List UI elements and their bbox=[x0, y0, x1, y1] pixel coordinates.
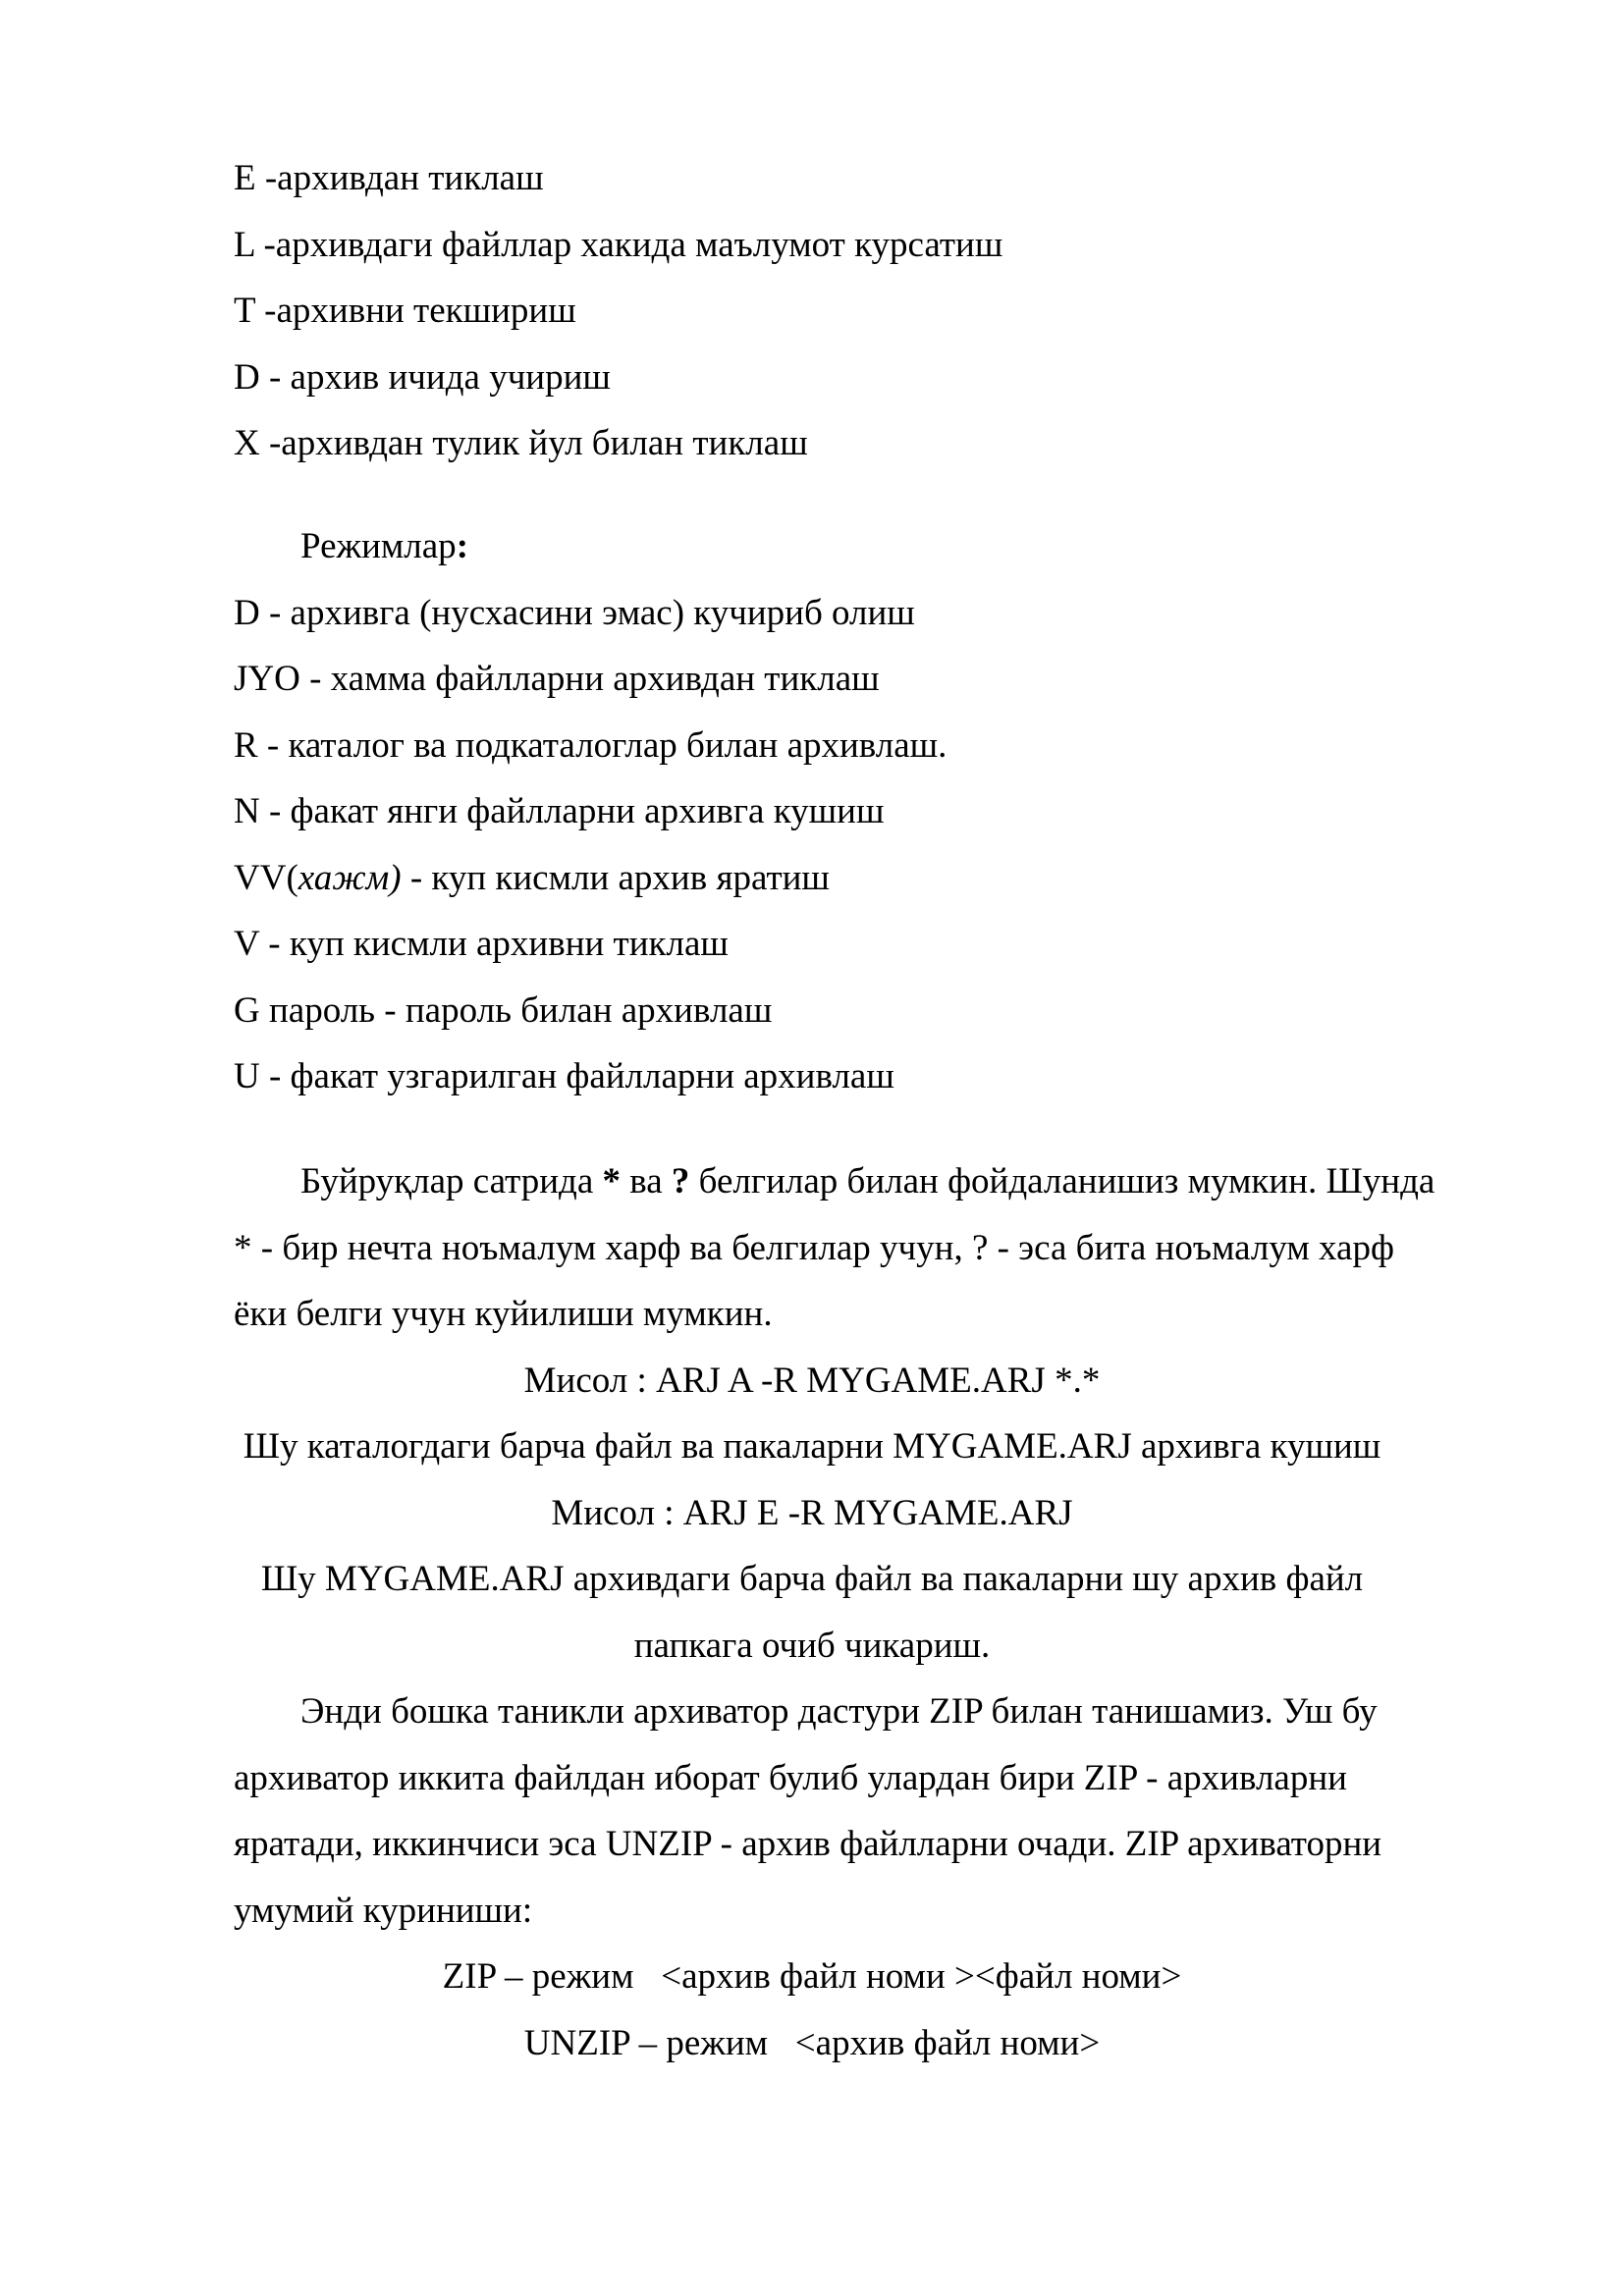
zip-syntax: ZIP – режим <архив файл номи ><файл номи> bbox=[442, 1956, 1182, 1997]
zip-paragraph-line-3: яратади, иккинчиси эса UNZIP - архив файлларни очади. ZIP архиваторни bbox=[234, 1824, 1382, 1864]
wildcards-text-c: белгилар билан фойдаланишиз мумкин. Шунда bbox=[689, 1161, 1435, 1201]
wildcards-text-b: ва bbox=[621, 1161, 672, 1201]
mode-r: R - каталог ва подкаталоглар билан архивлаш. bbox=[234, 725, 947, 766]
zip-paragraph-line-2: архиватор иккита файлдан иборат булиб улардан бири ZIP - архивларни bbox=[234, 1758, 1347, 1798]
command-l: L -архивдаги файллар хакида маълумот курсатиш bbox=[234, 225, 1003, 265]
wildcards-line-2: * - бир нечта ноъмалум харф ва белгилар учун, ? - эса бита ноъмалум харф bbox=[234, 1228, 1394, 1268]
example-1-description: Шу каталогдаги барча файл ва пакаларни MYGAME.ARJ архивга кушиш bbox=[243, 1426, 1381, 1467]
mode-vv bbox=[234, 857, 830, 900]
wildcards-line-1 bbox=[300, 1160, 1435, 1203]
mode-vv-italic: хажм) bbox=[298, 858, 402, 898]
mode-v: V - куп кисмли архивни тиклаш bbox=[234, 924, 729, 964]
modes-heading-text: Режимлар bbox=[300, 526, 457, 566]
example-2: Мисол : ARJ E -R MYGAME.ARJ bbox=[551, 1493, 1073, 1533]
mode-d: D - архивга (нусхасини эмас) кучириб олиш bbox=[234, 593, 915, 633]
zip-paragraph-line-4: умумий куриниши: bbox=[234, 1891, 533, 1931]
mode-g: G пароль - пароль билан архивлаш bbox=[234, 990, 773, 1031]
mode-vv-prefix: VV( bbox=[234, 858, 298, 898]
mode-n: N - факат янги файлларни архивга кушиш bbox=[234, 791, 885, 831]
command-d: D - архив ичида учириш bbox=[234, 357, 611, 398]
mode-jyo: JYO - хамма файлларни архивдан тиклаш bbox=[234, 659, 880, 699]
mode-vv-suffix: - куп кисмли архив яратиш bbox=[401, 858, 830, 898]
wildcard-question: ? bbox=[671, 1161, 690, 1201]
wildcards-text-a: Буйруқлар сатрида bbox=[300, 1161, 603, 1201]
command-t: T -архивни текшириш bbox=[234, 291, 576, 331]
unzip-syntax: UNZIP – режим <архив файл номи> bbox=[523, 2023, 1101, 2063]
example-1: Мисол : ARJ A -R MYGAME.ARJ *.* bbox=[523, 1361, 1101, 1401]
wildcard-star: * bbox=[602, 1161, 622, 1201]
modes-heading bbox=[300, 525, 468, 568]
wildcards-line-3: ёки белги учун куйилиши мумкин. bbox=[234, 1294, 773, 1334]
example-2-description-line-1: Шу MYGAME.ARJ архивдаги барча файл ва пакаларни шу архив файл bbox=[260, 1559, 1364, 1599]
command-e: E -архивдан тиклаш bbox=[234, 158, 544, 198]
command-x: X -архивдан тулик йул билан тиклаш bbox=[234, 423, 808, 463]
example-2-description-line-2: папкага очиб чикариш. bbox=[633, 1626, 991, 1666]
mode-u: U - факат узгарилган файлларни архивлаш bbox=[234, 1056, 894, 1096]
zip-paragraph-line-1: Энди бошка таникли архиватор дастури ZIP билан танишамиз. Уш бу bbox=[300, 1691, 1378, 1732]
modes-heading-colon: : bbox=[456, 526, 469, 566]
